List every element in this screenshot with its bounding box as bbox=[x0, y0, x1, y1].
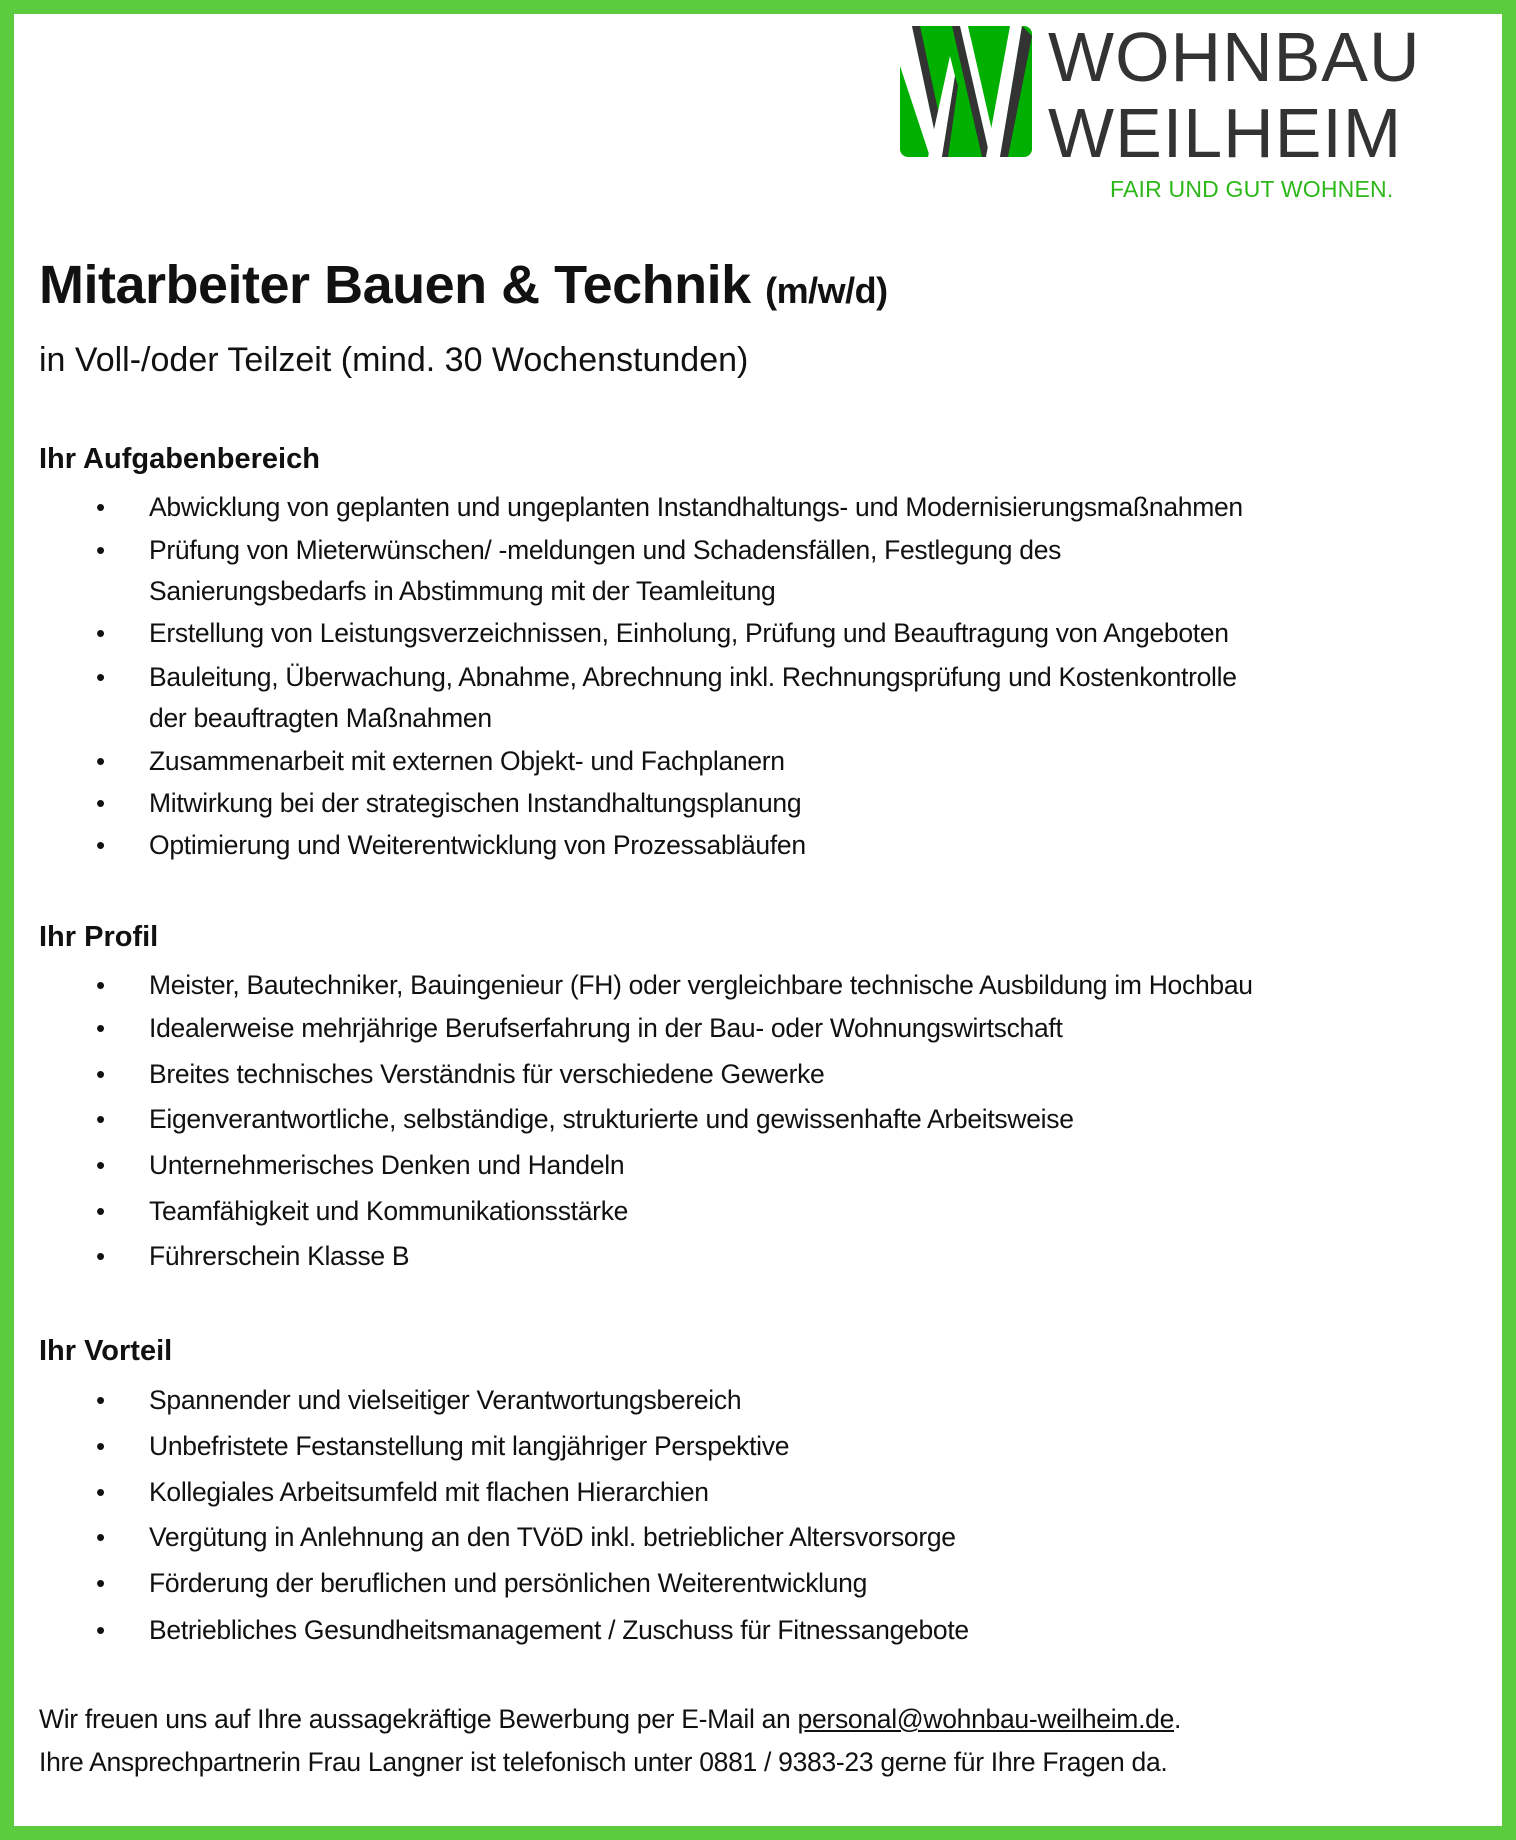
list-item: Eigenverantwortliche, selbständige, strukturierte und gewissenhafte Arbeitsweise bbox=[149, 1104, 1074, 1134]
list-item: Unbefristete Festanstellung mit langjähriger Perspektive bbox=[149, 1431, 790, 1461]
contact-line-1 bbox=[39, 1706, 1181, 1733]
bullet-icon: • bbox=[96, 970, 106, 1000]
contact-period: . bbox=[1174, 1704, 1182, 1734]
logo-tagline: FAIR UND GUT WOHNEN. bbox=[1110, 176, 1394, 202]
bullet-icon: • bbox=[96, 830, 106, 860]
list-item: Teamfähigkeit und Kommunikationsstärke bbox=[149, 1196, 629, 1226]
bullet-icon: • bbox=[96, 1150, 106, 1180]
section-heading-tasks: Ihr Aufgabenbereich bbox=[39, 443, 320, 475]
job-title bbox=[39, 255, 888, 315]
list-item: Optimierung und Weiterentwicklung von Prozessabläufen bbox=[149, 830, 806, 860]
logo-w-mark bbox=[900, 26, 1032, 157]
bullet-icon: • bbox=[96, 662, 106, 692]
bullet-icon: • bbox=[96, 1522, 106, 1552]
list-item: Spannender und vielseitiger Verantwortungsbereich bbox=[149, 1385, 742, 1415]
list-item: Erstellung von Leistungsverzeichnissen, Einholung, Prüfung und Beauftragung von Angeboten bbox=[149, 618, 1229, 648]
bullet-icon: • bbox=[96, 1431, 106, 1461]
email-link[interactable]: personal@wohnbau-weilheim.de bbox=[797, 1704, 1175, 1734]
list-item: Breites technisches Verständnis für verschiedene Gewerke bbox=[149, 1059, 825, 1089]
section-heading-profile: Ihr Profil bbox=[39, 921, 159, 953]
bullet-icon: • bbox=[96, 788, 106, 818]
job-title-suffix: (m/w/d) bbox=[765, 270, 888, 311]
section-heading-benefits: Ihr Vorteil bbox=[39, 1335, 173, 1367]
list-item: Idealerweise mehrjährige Berufserfahrung in der Bau- oder Wohnungswirtschaft bbox=[149, 1013, 1063, 1043]
list-item: Prüfung von Mieterwünschen/ -meldungen und Schadensfällen, Festlegung des bbox=[149, 535, 1062, 565]
job-title-text: Mitarbeiter Bauen & Technik bbox=[39, 255, 751, 315]
list-item: Betriebliches Gesundheitsmanagement / Zuschuss für Fitnessangebote bbox=[149, 1615, 969, 1645]
list-item: Führerschein Klasse B bbox=[149, 1241, 410, 1271]
list-item: Meister, Bautechniker, Bauingenieur (FH) oder vergleichbare technische Ausbildung im Hochbau bbox=[149, 970, 1253, 1000]
job-subtitle: in Voll-/oder Teilzeit (mind. 30 Wochenstunden) bbox=[39, 341, 749, 379]
list-item: Kollegiales Arbeitsumfeld mit flachen Hierarchien bbox=[149, 1477, 709, 1507]
contact-line-2: Ihre Ansprechpartnerin Frau Langner ist telefonisch unter 0881 / 9383-23 gerne für Ihre Fragen da. bbox=[39, 1747, 1168, 1777]
bullet-icon: • bbox=[96, 1104, 106, 1134]
list-item-continued: Sanierungsbedarfs in Abstimmung mit der Teamleitung bbox=[149, 576, 776, 606]
contact-text: Wir freuen uns auf Ihre aussagekräftige Bewerbung per E-Mail an bbox=[39, 1704, 798, 1734]
bullet-icon: • bbox=[96, 1385, 106, 1415]
bullet-icon: • bbox=[96, 1196, 106, 1226]
bullet-icon: • bbox=[96, 1059, 106, 1089]
bullet-icon: • bbox=[96, 535, 106, 565]
bullet-icon: • bbox=[96, 1568, 106, 1598]
list-item: Bauleitung, Überwachung, Abnahme, Abrechnung inkl. Rechnungsprüfung und Kostenkontrolle bbox=[149, 662, 1237, 692]
list-item-continued: der beauftragten Maßnahmen bbox=[149, 703, 492, 733]
bullet-icon: • bbox=[96, 1477, 106, 1507]
logo-wordmark-line1: WOHNBAU bbox=[1048, 18, 1421, 96]
bullet-icon: • bbox=[96, 1615, 106, 1645]
list-item: Unternehmerisches Denken und Handeln bbox=[149, 1150, 625, 1180]
list-item: Mitwirkung bei der strategischen Instandhaltungsplanung bbox=[149, 788, 802, 818]
list-item: Abwicklung von geplanten und ungeplanten Instandhaltungs- und Modernisierungsmaßnahmen bbox=[149, 492, 1243, 522]
list-item: Förderung der beruflichen und persönlichen Weiterentwicklung bbox=[149, 1568, 868, 1598]
bullet-icon: • bbox=[96, 1013, 106, 1043]
list-item: Zusammenarbeit mit externen Objekt- und Fachplanern bbox=[149, 746, 785, 776]
logo-wordmark-line2: WEILHEIM bbox=[1048, 94, 1403, 172]
list-item: Vergütung in Anlehnung an den TVöD inkl. betrieblicher Altersvorsorge bbox=[149, 1522, 956, 1552]
bullet-icon: • bbox=[96, 1241, 106, 1271]
bullet-icon: • bbox=[96, 746, 106, 776]
bullet-icon: • bbox=[96, 618, 106, 648]
bullet-icon: • bbox=[96, 492, 106, 522]
